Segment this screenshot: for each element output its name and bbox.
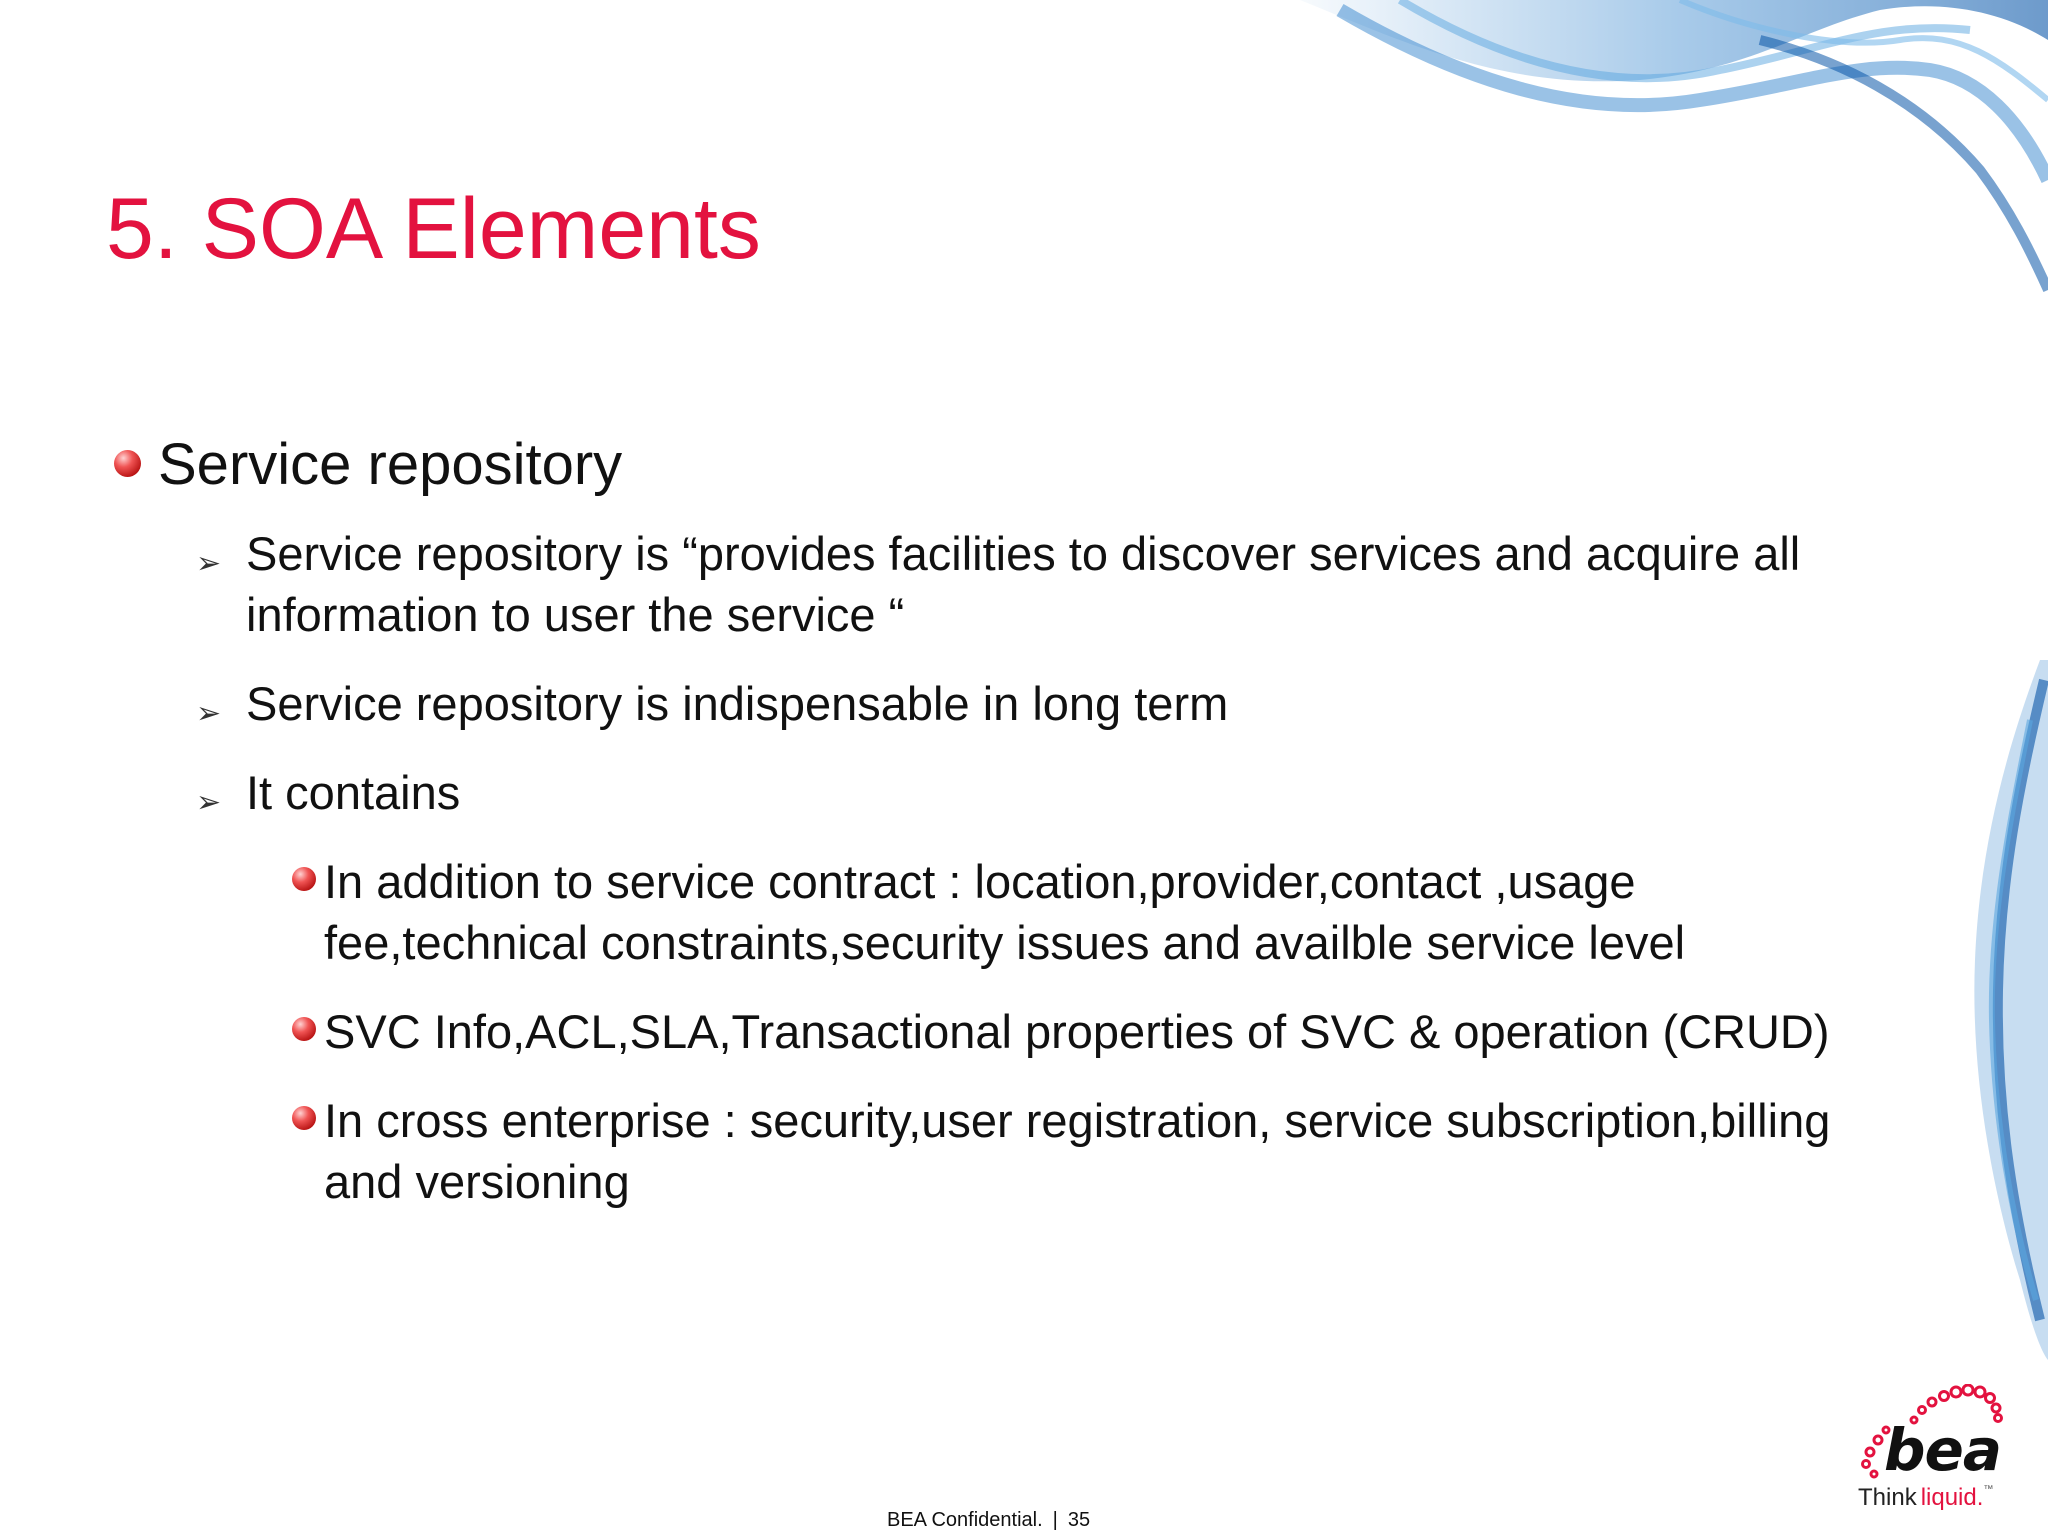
footer-separator: | bbox=[1052, 1509, 1058, 1531]
footer-confidential: BEA Confidential. bbox=[887, 1509, 1043, 1531]
bullet-level2 bbox=[196, 762, 1806, 823]
red-ball-bullet-icon bbox=[292, 1106, 316, 1130]
page-number: 35 bbox=[1067, 1509, 1091, 1531]
bullet-level1-text: Service repository bbox=[158, 432, 623, 497]
bullet-level2 bbox=[196, 523, 1806, 645]
arrowhead-bullet-icon: ➢ bbox=[196, 785, 222, 819]
red-ball-bullet-icon bbox=[292, 1017, 316, 1041]
bullet-level3 bbox=[324, 851, 1844, 973]
trademark-symbol: ™ bbox=[1983, 1484, 1994, 1495]
smoke-decoration-right bbox=[1940, 660, 2048, 1360]
bullet-level2-text: It contains bbox=[246, 765, 461, 819]
smoke-decoration-top bbox=[1280, 0, 2048, 300]
arrowhead-bullet-icon: ➢ bbox=[196, 696, 222, 730]
footer bbox=[887, 1509, 1090, 1532]
bea-logo bbox=[1838, 1384, 2018, 1514]
logo-tagline bbox=[1858, 1484, 1993, 1512]
bullet-level2-text: Service repository is “provides facilities to discover services and acquire all information to user the service “ bbox=[246, 526, 1801, 641]
bullet-level2 bbox=[196, 673, 1806, 734]
bullet-level3-text: In addition to service contract : location,provider,contact ,usage fee,technical constraints,security issues and availble service level bbox=[324, 854, 1686, 969]
bullet-level3 bbox=[324, 1090, 1844, 1212]
tagline-liquid: liquid. bbox=[1920, 1484, 1984, 1511]
bullet-level1 bbox=[110, 432, 1830, 499]
red-ball-bullet-icon bbox=[114, 450, 141, 477]
slide-title: 5. SOA Elements bbox=[106, 181, 761, 277]
bullet-level3-text: In cross enterprise : security,user registration, service subscription,billing and versioning bbox=[324, 1093, 1831, 1208]
bullet-level2-text: Service repository is indispensable in long term bbox=[246, 676, 1229, 730]
logo-wordmark: bea bbox=[1884, 1416, 2001, 1484]
red-ball-bullet-icon bbox=[292, 867, 316, 891]
bullet-list bbox=[110, 432, 1830, 1240]
arrowhead-bullet-icon: ➢ bbox=[196, 546, 222, 580]
bullet-level3 bbox=[324, 1001, 1844, 1062]
tagline-think: Think bbox=[1858, 1484, 1917, 1511]
bullet-level3-text: SVC Info,ACL,SLA,Transactional properties of SVC & operation (CRUD) bbox=[324, 1004, 1830, 1058]
